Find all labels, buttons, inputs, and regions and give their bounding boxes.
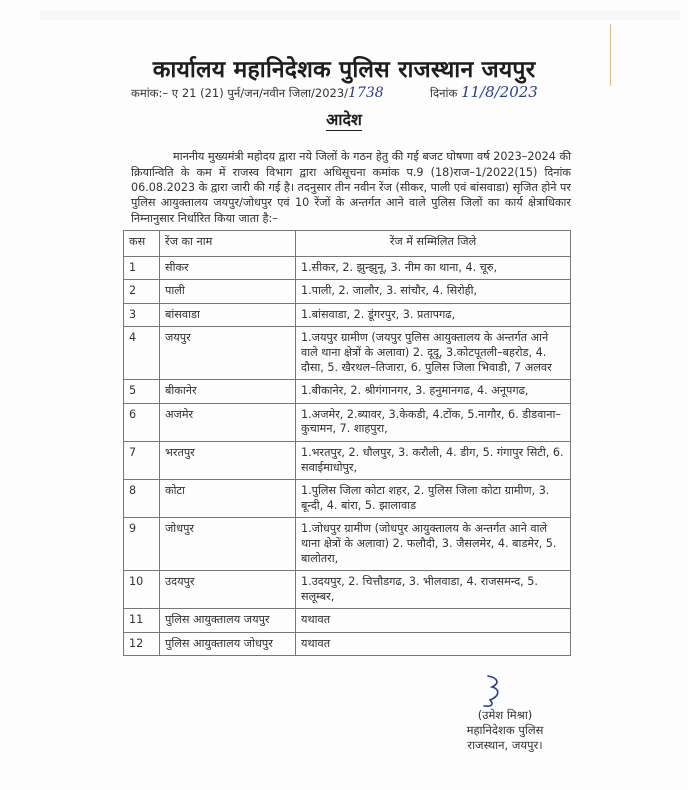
table-row bbox=[124, 327, 571, 380]
row-serial-number: 6 bbox=[124, 403, 160, 441]
row-districts: 1.सीकर, 2. झुन्झुनू, 3. नीम का थाना, 4. चूरु, bbox=[296, 256, 571, 280]
order-heading bbox=[0, 108, 688, 130]
row-range-name: बांसवाडा bbox=[160, 303, 296, 327]
row-range-name: पाली bbox=[160, 280, 296, 304]
row-serial-number: 9 bbox=[124, 518, 160, 571]
table-row bbox=[124, 632, 571, 656]
row-serial-number: 8 bbox=[124, 480, 160, 518]
table-body bbox=[124, 256, 571, 656]
row-districts: 1.अजमेर, 2.ब्यावर, 3.केकडी, 4.टोंक, 5.नागौर, 6. डीडवाना–कुचामन, 7. शाहपुरा, bbox=[296, 403, 571, 441]
header-serial-number: कस bbox=[124, 231, 160, 257]
signatory-designation: महानिदेशक पुलिस bbox=[466, 723, 544, 737]
signatory-block bbox=[440, 708, 570, 753]
table-row bbox=[124, 380, 571, 404]
handwritten-date: 11/8/2023 bbox=[460, 83, 538, 101]
row-districts: 1.जोधपुर ग्रामीण (जोधपुर आयुक्तालय के अन्तर्गत आने वाले थाना क्षेत्रों के अलावा) 2. फलौदी, 3. जैसलमेर, 4. बाडमेर, 5. बालोतरा, bbox=[296, 518, 571, 571]
table-row bbox=[124, 480, 571, 518]
scan-shadow bbox=[40, 10, 680, 20]
table-row bbox=[124, 280, 571, 304]
row-districts: 1.पाली, 2. जालौर, 3. सांचौर, 4. सिरोही, bbox=[296, 280, 571, 304]
row-districts: यथावत bbox=[296, 632, 571, 656]
row-districts: यथावत bbox=[296, 609, 571, 633]
reference-label: कमांक:– ए 21 (21) पुर्न/जन/नवीन जिला/2023/ bbox=[131, 86, 349, 100]
row-range-name: कोटा bbox=[160, 480, 296, 518]
handwritten-reference-number: 1738 bbox=[348, 85, 384, 101]
header-included-districts: रेंज में सम्मिलित जिले bbox=[296, 231, 571, 257]
row-serial-number: 1 bbox=[124, 256, 160, 280]
date-label: दिनांक bbox=[430, 86, 458, 100]
row-districts: 1.बीकानेर, 2. श्रीगंगानगर, 3. हनुमानगढ, 4. अनूपगढ, bbox=[296, 380, 571, 404]
order-heading-text: आदेश bbox=[326, 110, 362, 129]
row-districts: 1.उदयपुर, 2. चित्तौडगढ, 3. भीलवाडा, 4. राजसमन्द, 5. सलूम्बर, bbox=[296, 571, 571, 609]
order-date bbox=[430, 83, 538, 101]
order-body-paragraph: माननीय मुख्यमंत्री महोदय द्वारा नये जिलों के गठन हेतु की गई बजट घोषणा वर्ष 2023–2024 की क्रियान्विति के कम में राजस्व विभाग द्वारा अधिसूचना कमांक प.9 (18)राज–1/2022(15) दिनांक 06.08.2023 के द्वारा जारी की गई है। तदनुसार तीन नवीन रेंज (सीकर, पाली एवं बांसवाडा) सृजित होने पर पुलिस आयुक्तालय जयपुर/जोधपुर एवं 10 रेंजों के अन्तर्गत आने वाले पुलिस जिलों का कार्य क्षेत्राधिकार निम्नानुसार निर्धारित किया जाता है:– bbox=[131, 150, 571, 225]
row-districts: 1.बांसवाडा, 2. डूंगरपुर, 3. प्रतापगढ, bbox=[296, 303, 571, 327]
signatory-name: (उमेश मिश्रा) bbox=[477, 708, 533, 722]
table-header-row bbox=[124, 231, 571, 257]
table-row bbox=[124, 571, 571, 609]
table-row bbox=[124, 303, 571, 327]
row-range-name: भरतपुर bbox=[160, 441, 296, 479]
reference-number bbox=[131, 85, 384, 101]
row-districts: 1.भरतपुर, 2. धौलपुर, 3. करौली, 4. डीग, 5. गंगापुर सिटी, 6. सवाईमाधोपुर, bbox=[296, 441, 571, 479]
row-serial-number: 2 bbox=[124, 280, 160, 304]
row-serial-number: 12 bbox=[124, 632, 160, 656]
table-row bbox=[124, 609, 571, 633]
row-serial-number: 11 bbox=[124, 609, 160, 633]
table-row bbox=[124, 441, 571, 479]
header-range-name: रेंज का नाम bbox=[160, 231, 296, 257]
row-range-name: जोधपुर bbox=[160, 518, 296, 571]
row-range-name: अजमेर bbox=[160, 403, 296, 441]
table-row bbox=[124, 256, 571, 280]
row-serial-number: 5 bbox=[124, 380, 160, 404]
row-range-name: बीकानेर bbox=[160, 380, 296, 404]
row-districts: 1.पुलिस जिला कोटा शहर, 2. पुलिस जिला कोटा ग्रामीण, 3. बून्दी, 4. बांरा, 5. झालावाड bbox=[296, 480, 571, 518]
range-districts-table bbox=[123, 230, 571, 656]
table-row bbox=[124, 518, 571, 571]
office-title: कार्यालय महानिदेशक पुलिस राजस्थान जयपुर bbox=[152, 57, 536, 83]
row-range-name: जयपुर bbox=[160, 327, 296, 380]
row-serial-number: 3 bbox=[124, 303, 160, 327]
row-range-name: पुलिस आयुक्तालय जयपुर bbox=[160, 609, 296, 633]
row-range-name: उदयपुर bbox=[160, 571, 296, 609]
row-range-name: पुलिस आयुक्तालय जोधपुर bbox=[160, 632, 296, 656]
row-serial-number: 4 bbox=[124, 327, 160, 380]
row-serial-number: 10 bbox=[124, 571, 160, 609]
signatory-location: राजस्थान, जयपुर। bbox=[467, 738, 543, 752]
row-range-name: सीकर bbox=[160, 256, 296, 280]
table-row bbox=[124, 403, 571, 441]
row-serial-number: 7 bbox=[124, 441, 160, 479]
row-districts: 1.जयपुर ग्रामीण (जयपुर पुलिस आयुक्तालय के अन्तर्गत आने वाले थाना क्षेत्रों के अलावा) 2. दूदू, 3.कोटपूतली–बहरोड, 4. दौसा, 5. खैरथल–तिजारा, 6. पुलिस जिला भिवाडी, 7 अलवर bbox=[296, 327, 571, 380]
